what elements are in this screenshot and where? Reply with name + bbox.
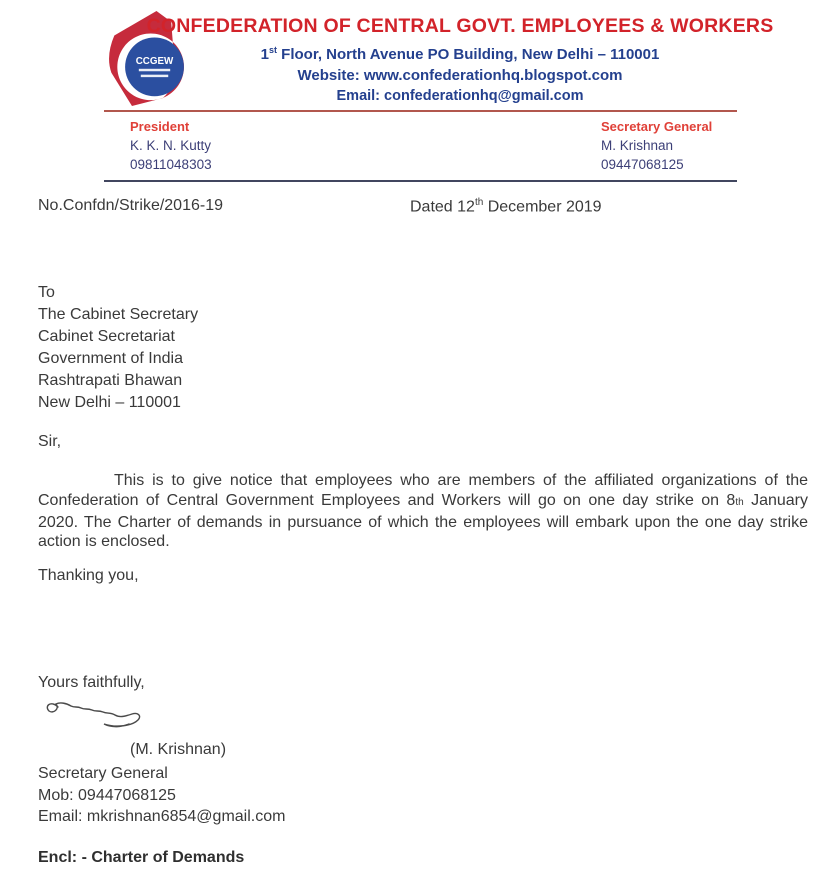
email-line: Email: confederationhq@gmail.com xyxy=(336,88,584,104)
recipient-line: To xyxy=(38,284,55,301)
handwritten-signature-icon xyxy=(42,694,167,736)
president-phone: 09811048303 xyxy=(130,157,212,172)
recipient-line: New Delhi – 110001 xyxy=(38,394,181,411)
organization-name: CONFEDERATION OF CENTRAL GOVT. EMPLOYEES & WORKERS xyxy=(146,15,774,37)
thanking-line: Thanking you, xyxy=(38,567,139,584)
secretary-general-name: M. Krishnan xyxy=(601,138,674,153)
recipient-address xyxy=(38,282,198,414)
organization-address xyxy=(85,40,835,65)
website-line: Website: www.confederationhq.blogspot.com xyxy=(297,67,623,84)
salutation: Sir, xyxy=(38,433,62,450)
enclosure-line: Encl: - Charter of Demands xyxy=(38,849,245,866)
paragraph-pre: This is to give notice that employees who are members of the affiliated organizations of the Confederation of Central Government Employees and Workers will go on one day strike on 8 xyxy=(38,472,808,509)
paragraph-ordinal: th xyxy=(735,496,744,508)
recipient-line: The Cabinet Secretary xyxy=(38,306,199,323)
secretary-general-label: Secretary General xyxy=(601,119,713,134)
recipient-line: Cabinet Secretariat xyxy=(38,328,175,345)
address-ordinal: st xyxy=(269,45,278,55)
signatory-title: Secretary General xyxy=(38,765,168,782)
president-block xyxy=(130,117,212,174)
recipient-line: Rashtrapati Bhawan xyxy=(38,372,183,389)
logo-text: CCGEW xyxy=(135,55,174,67)
date-pre: Dated 12 xyxy=(410,198,475,216)
president-label: President xyxy=(130,119,190,134)
address-rest: Floor, North Avenue PO Building, New Delhi – 110001 xyxy=(277,46,660,63)
reference-line xyxy=(38,197,808,215)
secretary-general-phone: 09447068125 xyxy=(601,157,684,172)
letterhead xyxy=(85,14,835,107)
closing-line: Yours faithfully, xyxy=(38,674,145,691)
date-rest: December 2019 xyxy=(483,198,602,216)
paragraph-rest: January 2020. The Charter of demands in pursuance of which the employees will embark upon the one day strike action is enclosed. xyxy=(38,491,809,551)
date-ordinal: th xyxy=(474,197,484,208)
letter-date xyxy=(410,197,602,216)
president-name: K. K. N. Kutty xyxy=(130,138,212,153)
signatory-email: Email: mkrishnan6854@gmail.com xyxy=(38,808,286,825)
body-paragraph xyxy=(38,471,808,552)
signatory-mobile: Mob: 09447068125 xyxy=(38,787,176,804)
reference-number: No.Confdn/Strike/2016-19 xyxy=(38,197,223,214)
secretary-general-block xyxy=(601,117,737,174)
officers-strip xyxy=(104,110,737,182)
signatory-name: (M. Krishnan) xyxy=(130,741,227,758)
address-number: 1 xyxy=(260,46,269,63)
recipient-line: Government of India xyxy=(38,350,183,367)
